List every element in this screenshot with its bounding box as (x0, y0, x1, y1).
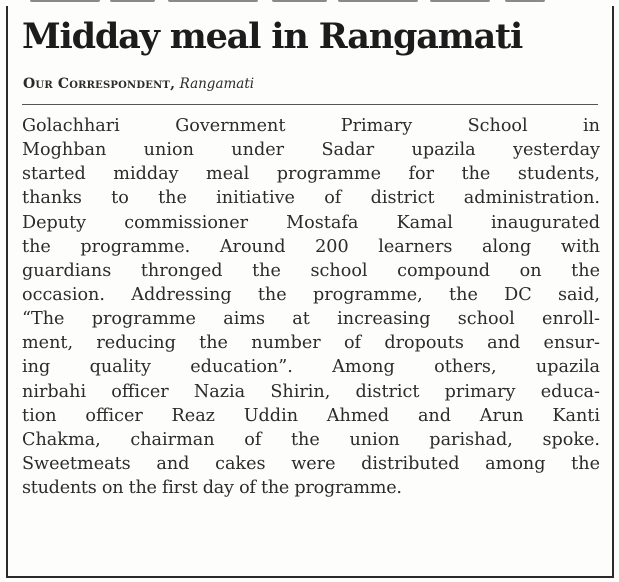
article-byline (23, 74, 254, 94)
body-line: Deputy commissioner Mostafa Kamal inaugurated (22, 212, 600, 233)
body-line: occasion. Addressing the programme, the DC said, (22, 284, 600, 305)
body-line: Moghban union under Sadar upazila yesterday (22, 140, 600, 161)
article-body (22, 114, 600, 500)
byline-divider (22, 104, 598, 105)
body-line: tion officer Reaz Uddin Ahmed and Arun Kanti (22, 405, 600, 426)
byline-location: Rangamati (179, 76, 255, 92)
body-line: thanks to the initiative of district administration. (22, 188, 600, 209)
byline-correspondent: Our Correspondent, (23, 76, 176, 92)
body-line: Sweetmeats and cakes were distributed among the (22, 453, 600, 474)
body-line: ment, reducing the number of dropouts and ensur- (22, 333, 600, 354)
body-line: nirbahi officer Nazia Shirin, district primary educa- (22, 381, 600, 402)
body-line-last: students on the first day of the programme. (22, 478, 402, 499)
body-line: started midday meal programme for the students, (22, 164, 600, 185)
article-headline: Midday meal in Rangamati (22, 16, 523, 57)
body-line: “The programme aims at increasing school enroll- (22, 309, 600, 330)
body-line: ing quality education”. Among others, upazila (22, 357, 600, 378)
body-line: the programme. Around 200 learners along with (22, 236, 600, 257)
body-line: Golachhari Government Primary School in (22, 116, 600, 136)
body-line: guardians thronged the school compound on the (22, 260, 600, 281)
body-line: Chakma, chairman of the union parishad, spoke. (22, 429, 600, 450)
